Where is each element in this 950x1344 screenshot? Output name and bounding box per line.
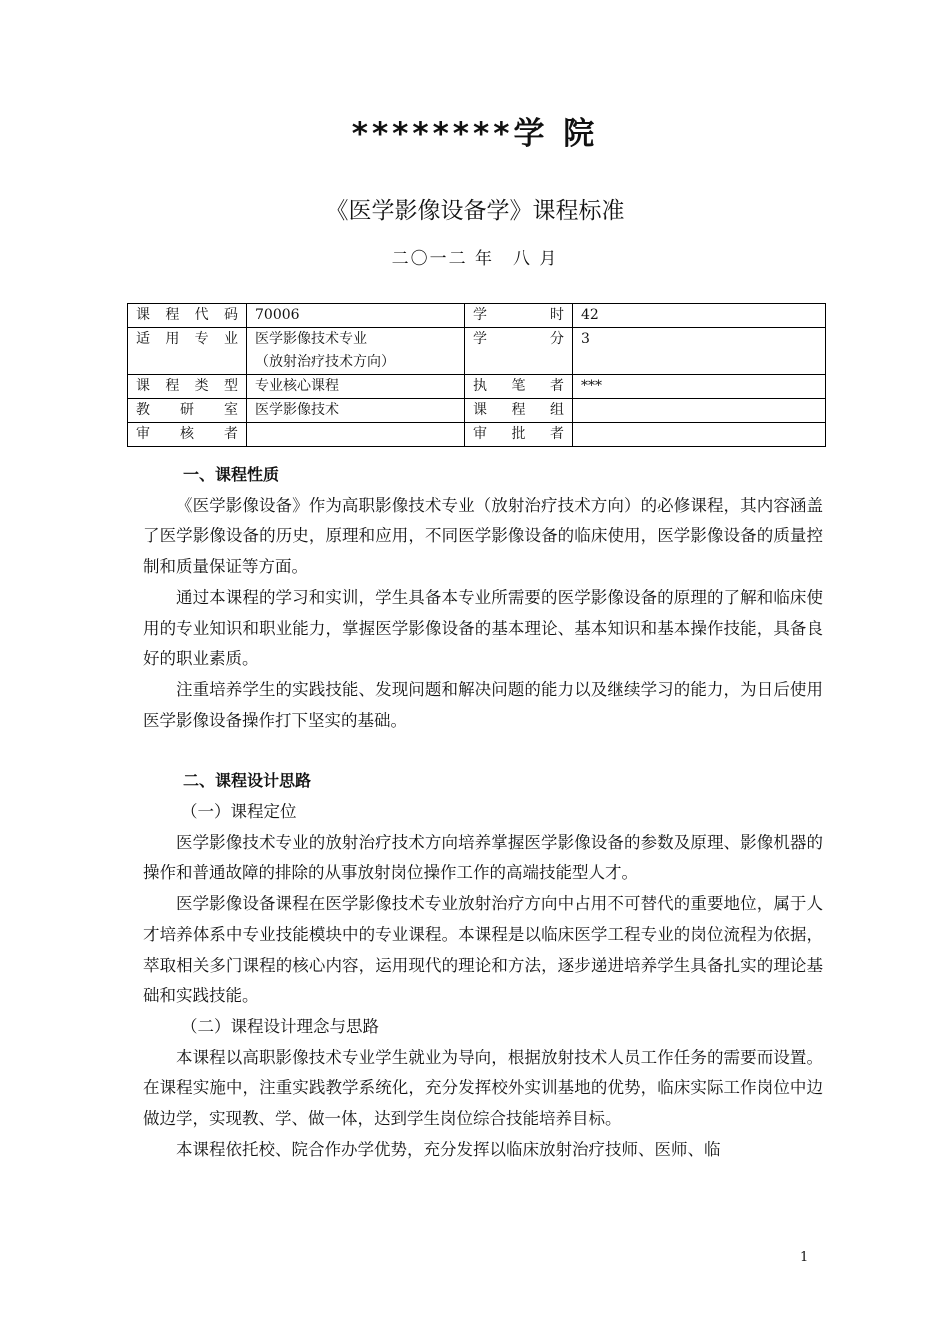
paragraph: 本课程依托校、院合作办学优势，充分发挥以临床放射治疗技师、医师、临	[176, 1139, 721, 1159]
paragraph: 本课程以高职影像技术专业学生就业为导向，根据放射技术人员工作任务的需要而设置。在课程实施中，注重实践教学系统化，充分发挥校外实训基地的优势，临床实际工作岗位中边做边学，实现教、学、做一体，达到学生岗位综合技能培养目标。	[143, 1047, 823, 1129]
page-number: 1	[800, 1250, 809, 1265]
section-heading-design: 二、课程设计思路	[183, 771, 312, 791]
school-title: ********学 院	[351, 116, 599, 152]
paragraph: 医学影像技术专业的放射治疗技术方向培养掌握医学影像设备的参数及原理、影像机器的操作和普通故障的排除的从事放射岗位操作工作的高端技能型人才。	[143, 832, 823, 883]
major-value-line2: （放射治疗技术方向）	[255, 354, 395, 370]
hours-label: 学时	[465, 304, 573, 328]
table-row	[128, 328, 826, 375]
group-label: 课程组	[465, 399, 573, 423]
type-label: 课程类型	[128, 375, 247, 399]
major-label: 适用专业	[128, 328, 247, 375]
table-row	[128, 423, 826, 447]
course-info-table	[127, 303, 826, 447]
document-body	[143, 460, 823, 1165]
hours-value: 42	[573, 304, 826, 328]
code-label: 课程代码	[128, 304, 247, 328]
credit-label: 学分	[465, 328, 573, 375]
paragraph: 注重培养学生的实践技能、发现问题和解决问题的能力以及继续学习的能力，为日后使用医学影像设备操作打下坚实的基础。	[143, 679, 823, 730]
spacer	[143, 736, 823, 766]
subsection-heading-positioning: （一）课程定位	[181, 802, 297, 822]
reviewer-label: 审核者	[128, 423, 247, 447]
section-heading-nature: 一、课程性质	[183, 465, 280, 484]
document-date: 二〇一二 年 八 月	[391, 249, 559, 269]
type-value: 专业核心课程	[247, 375, 465, 399]
reviewer-value	[247, 423, 465, 447]
paragraph: 医学影像设备课程在医学影像技术专业放射治疗方向中占用不可替代的重要地位，属于人才培养体系中专业技能模块中的专业课程。本课程是以临床医学工程专业的岗位流程为依据，萃取相关多门课程的核心内容，运用现代的理论和方法，逐步递进培养学生具备扎实的理论基础和实践技能。	[143, 894, 823, 1006]
major-value-line1: 医学影像技术专业	[255, 331, 367, 347]
code-value: 70006	[247, 304, 465, 328]
paragraph: 《医学影像设备》作为高职影像技术专业（放射治疗技术方向）的必修课程，其内容涵盖了医学影像设备的历史，原理和应用，不同医学影像设备的临床使用，医学影像设备的质量控制和质量保证等方面。	[143, 495, 823, 577]
approver-value	[573, 423, 826, 447]
dept-value: 医学影像技术	[247, 399, 465, 423]
table-row	[128, 399, 826, 423]
major-value	[247, 328, 465, 375]
paragraph: 通过本课程的学习和实训，学生具备本专业所需要的医学影像设备的原理的了解和临床使用的专业知识和职业能力，掌握医学影像设备的基本理论、基本知识和基本操作技能，具备良好的职业素质。	[143, 587, 823, 669]
credit-value: 3	[573, 328, 826, 375]
course-title: 《医学影像设备学》课程标准	[325, 198, 625, 224]
author-label: 执笔者	[465, 375, 573, 399]
author-value: ***	[573, 375, 826, 399]
subsection-heading-concept: （二）课程设计理念与思路	[181, 1016, 379, 1036]
group-value	[573, 399, 826, 423]
table-row	[128, 375, 826, 399]
dept-label: 教研室	[128, 399, 247, 423]
approver-label: 审批者	[465, 423, 573, 447]
table-row	[128, 304, 826, 328]
